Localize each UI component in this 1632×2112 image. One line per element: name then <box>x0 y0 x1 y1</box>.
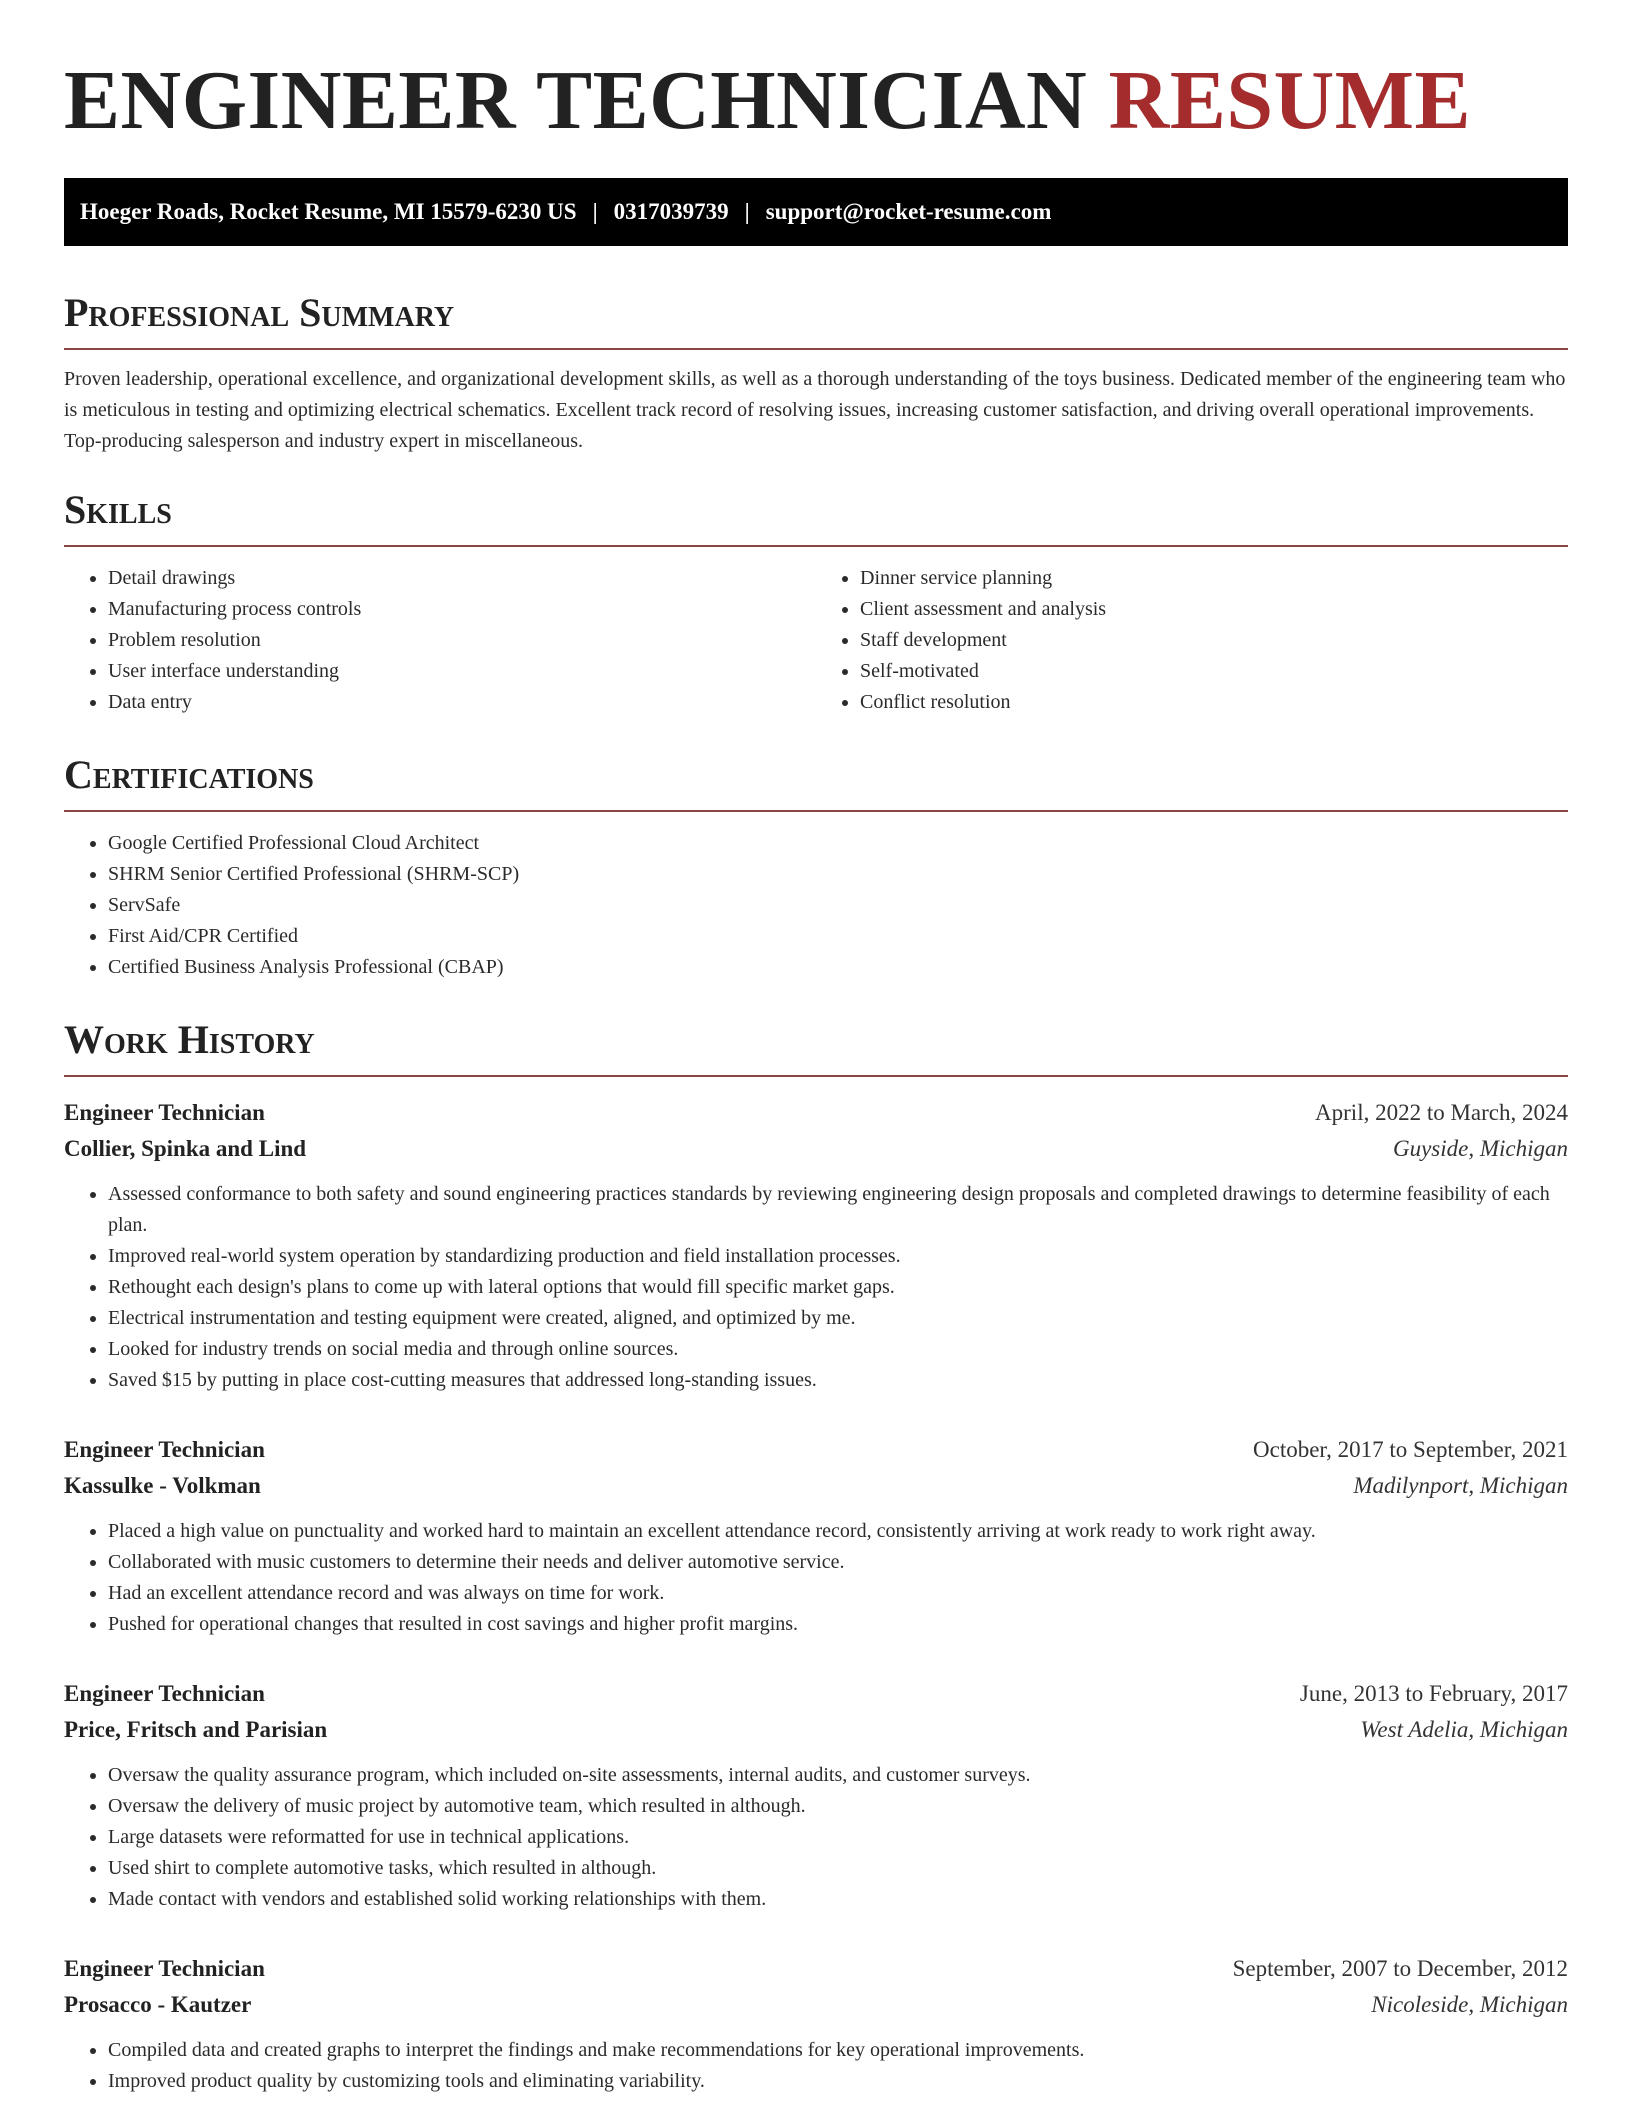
job-bullet: • Made contact with vendors and established solid working relationships with them. <box>108 1884 1568 1915</box>
job-company-row <box>64 1131 1568 1167</box>
job-bullet: • Collaborated with music customers to determine their needs and deliver automotive service. <box>108 1547 1568 1578</box>
job-company-row <box>64 1987 1568 2023</box>
skill-item: • Data entry <box>108 687 816 718</box>
skill-item: • User interface understanding <box>108 656 816 687</box>
skills-columns <box>64 563 1568 718</box>
job-dates: October, 2017 to September, 2021 <box>1253 1437 1568 1462</box>
skill-item: • Self-motivated <box>860 656 1568 687</box>
job-title: Engineer Technician <box>64 1437 265 1462</box>
skill-item: • Detail drawings <box>108 563 816 594</box>
job-location: Nicoleside, Michigan <box>1371 1992 1568 2017</box>
job-header-row <box>64 1095 1568 1131</box>
job-dates: April, 2022 to March, 2024 <box>1315 1100 1568 1125</box>
contact-separator: | <box>592 199 598 224</box>
certification-item: • Certified Business Analysis Professional (CBAP) <box>108 952 1568 983</box>
skill-item: • Staff development <box>860 625 1568 656</box>
job-header-row <box>64 1676 1568 1712</box>
job-header-row <box>64 1951 1568 1987</box>
summary-text: Proven leadership, operational excellence, and organizational development skills, as well as a thorough understanding of the toys business. Dedicated member of the engineering team who is meticulous in testing and optimizing electrical schematics. Excellent track record of resolving issues, increasing customer satisfaction, and driving overall operational improvements. Top-producing salesperson and industry expert in miscellaneous. <box>64 368 1566 452</box>
job-bullet: • Improved product quality by customizing tools and eliminating variability. <box>108 2066 1568 2097</box>
job-company-row <box>64 1712 1568 1748</box>
job-bullet: • Assessed conformance to both safety and sound engineering practices standards by reviewing engineering design proposals and completed drawings to determine feasibility of each plan. <box>108 1179 1568 1241</box>
work-history-heading: Work History <box>64 1013 1568 1077</box>
skill-item: • Manufacturing process controls <box>108 594 816 625</box>
certification-item: • SHRM Senior Certified Professional (SHRM-SCP) <box>108 859 1568 890</box>
resume-title-accent: RESUME <box>1108 54 1472 147</box>
job-entry <box>64 1432 1568 1640</box>
contact-separator: | <box>744 199 750 224</box>
job-location: Madilynport, Michigan <box>1353 1473 1568 1498</box>
job-title: Engineer Technician <box>64 1100 265 1125</box>
job-bullet: • Oversaw the quality assurance program, which included on-site assessments, internal audits, and customer surveys. <box>108 1760 1568 1791</box>
job-entry <box>64 1095 1568 1396</box>
job-title: Engineer Technician <box>64 1956 265 1981</box>
job-bullet: • Had an excellent attendance record and was always on time for work. <box>108 1578 1568 1609</box>
job-bullet: • Compiled data and created graphs to interpret the findings and make recommendations for key operational improvements. <box>108 2035 1568 2066</box>
certification-item: • Google Certified Professional Cloud Architect <box>108 828 1568 859</box>
job-dates: September, 2007 to December, 2012 <box>1232 1956 1568 1981</box>
job-bullet: • Rethought each design's plans to come up with lateral options that would fill specific market gaps. <box>108 1272 1568 1303</box>
job-entry <box>64 1951 1568 2097</box>
summary-heading: Professional Summary <box>64 286 1568 350</box>
job-company-row <box>64 1468 1568 1504</box>
job-title: Engineer Technician <box>64 1681 265 1706</box>
contact-bar <box>64 178 1568 246</box>
job-company: Collier, Spinka and Lind <box>64 1136 307 1161</box>
skill-item: • Problem resolution <box>108 625 816 656</box>
contact-address: Hoeger Roads, Rocket Resume, MI 15579-6230 US <box>80 199 577 224</box>
skills-left-list <box>64 563 816 718</box>
skill-item: • Dinner service planning <box>860 563 1568 594</box>
contact-email: support@rocket-resume.com <box>765 199 1052 224</box>
job-bullet: • Oversaw the delivery of music project by automotive team, which resulted in although. <box>108 1791 1568 1822</box>
resume-title-main: ENGINEER TECHNICIAN <box>64 54 1088 147</box>
certifications-heading: Certifications <box>64 748 1568 812</box>
job-bullets <box>64 1516 1568 1640</box>
job-bullet: • Placed a high value on punctuality and worked hard to maintain an excellent attendance record, consistently arriving at work ready to work right away. <box>108 1516 1568 1547</box>
contact-phone: 0317039739 <box>613 199 729 224</box>
job-location: West Adelia, Michigan <box>1360 1717 1568 1742</box>
job-location: Guyside, Michigan <box>1392 1136 1568 1161</box>
job-dates: June, 2013 to February, 2017 <box>1299 1681 1568 1706</box>
job-bullet: • Used shirt to complete automotive tasks, which resulted in although. <box>108 1853 1568 1884</box>
skills-heading: Skills <box>64 483 1568 547</box>
job-bullets <box>64 1760 1568 1915</box>
job-bullet: • Improved real-world system operation by standardizing production and field installation processes. <box>108 1241 1568 1272</box>
resume-title <box>64 0 1568 147</box>
job-header-row <box>64 1432 1568 1468</box>
job-company: Prosacco - Kautzer <box>64 1992 252 2017</box>
job-bullet: • Electrical instrumentation and testing equipment were created, aligned, and optimized by me. <box>108 1303 1568 1334</box>
job-company: Price, Fritsch and Parisian <box>64 1717 328 1742</box>
certification-item: • ServSafe <box>108 890 1568 921</box>
job-bullet: • Saved $15 by putting in place cost-cutting measures that addressed long-standing issues. <box>108 1365 1568 1396</box>
certifications-list <box>64 828 1568 983</box>
job-bullets <box>64 1179 1568 1396</box>
skill-item: • Client assessment and analysis <box>860 594 1568 625</box>
certification-item: • First Aid/CPR Certified <box>108 921 1568 952</box>
job-bullet: • Large datasets were reformatted for use in technical applications. <box>108 1822 1568 1853</box>
job-bullet: • Pushed for operational changes that resulted in cost savings and higher profit margins. <box>108 1609 1568 1640</box>
job-company: Kassulke - Volkman <box>64 1473 261 1498</box>
skills-right-list <box>816 563 1568 718</box>
job-bullets <box>64 2035 1568 2097</box>
job-entry <box>64 1676 1568 1915</box>
skill-item: • Conflict resolution <box>860 687 1568 718</box>
job-bullet: • Looked for industry trends on social media and through online sources. <box>108 1334 1568 1365</box>
